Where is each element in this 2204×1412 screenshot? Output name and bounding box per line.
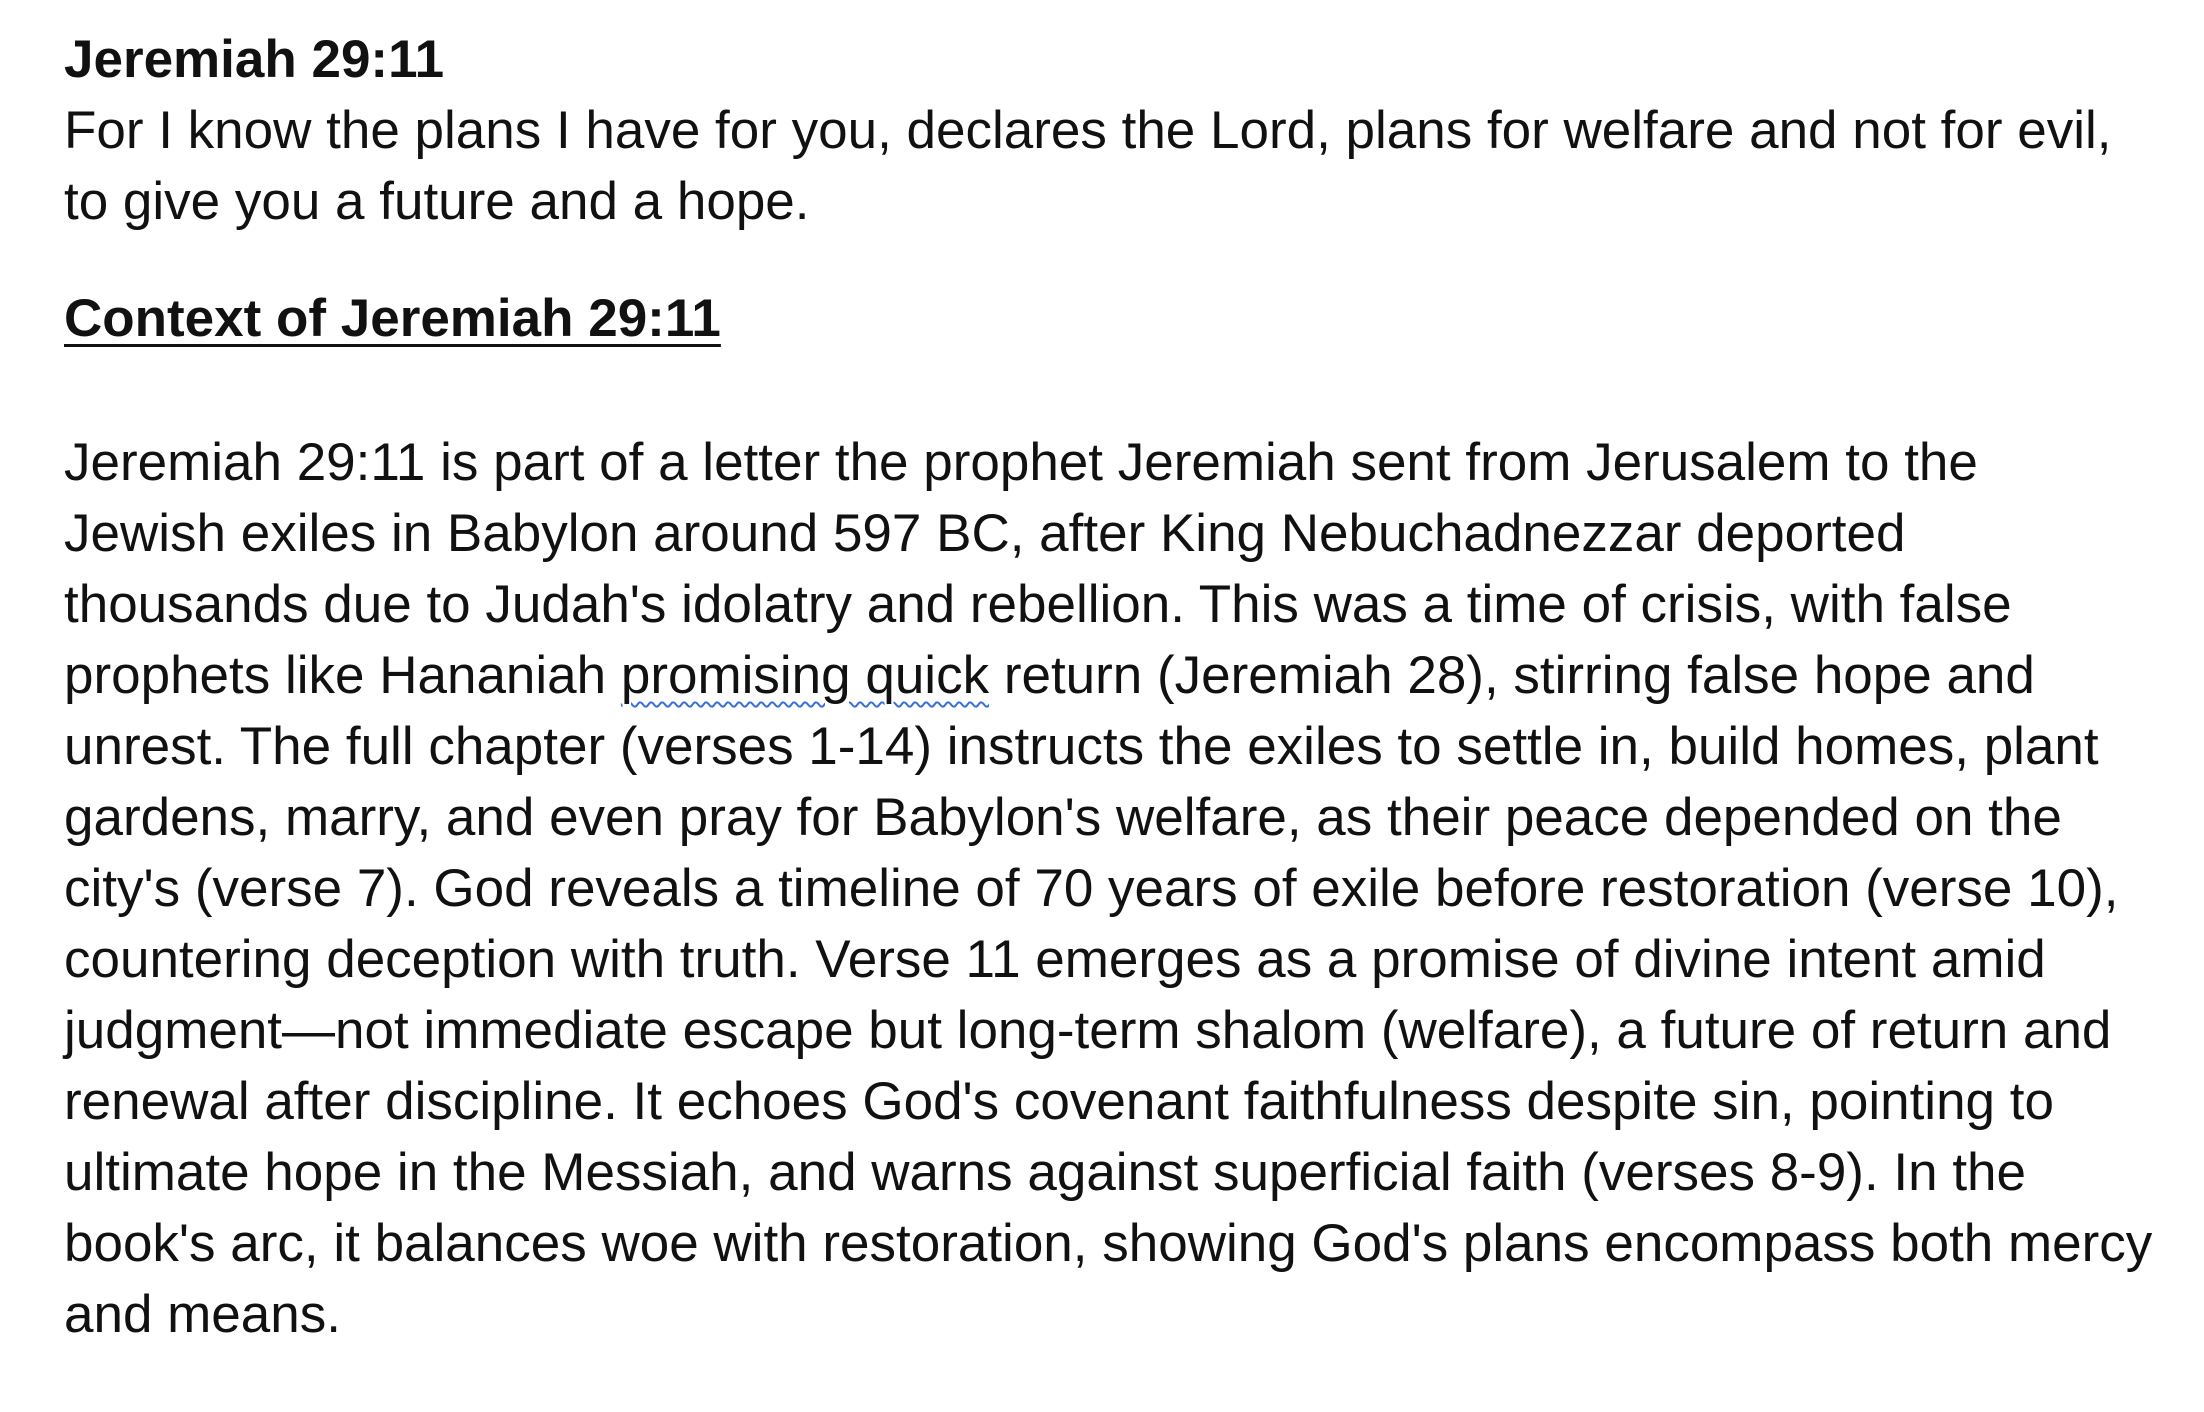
document-body [64, 24, 2154, 1350]
verse-text: For I know the plans I have for you, declares the Lord, plans for welfare and not for evil, to give you a future and a hope. [64, 101, 2112, 231]
context-paragraph [64, 427, 2154, 1350]
paragraph-text-end: return (Jeremiah 28), stirring false hope and unrest. The full chapter (verses 1-14) instructs the exiles to settle in, build homes, plant gardens, marry, and even pray for Babylon's welfare, as their peace depended on the city's (verse 7). God reveals a timeline of 70 years of exile before restoration (verse 10), countering deception with truth. Verse 11 emerges as a promise of divine intent amid judgment—not immediate escape but long-term shalom (welfare), a future of return and renewal after discipline. It echoes God's covenant faithfulness despite sin, pointing to ultimate hope in the Messiah, and warns against superficial faith (verses 8-9). In the book's arc, it balances woe with restoration, showing God's plans encompass both mercy and means. [64, 646, 2153, 1344]
section-heading: Context of Jeremiah 29:11 [64, 289, 721, 348]
spellcheck-flagged-phrase[interactable]: promising quick [620, 646, 990, 705]
document-title: Jeremiah 29:11 [64, 30, 445, 89]
paragraph-text-start: Jeremiah 29:11 is part of a letter the prophet Jeremiah sent from Jerusalem to the Jewish exiles in Babylon around 597 BC, after King Nebuchadnezzar deported thousands due to Judah's idolatry and rebellion. This was a time of crisis, with false prophets like Hananiah [64, 433, 2012, 705]
